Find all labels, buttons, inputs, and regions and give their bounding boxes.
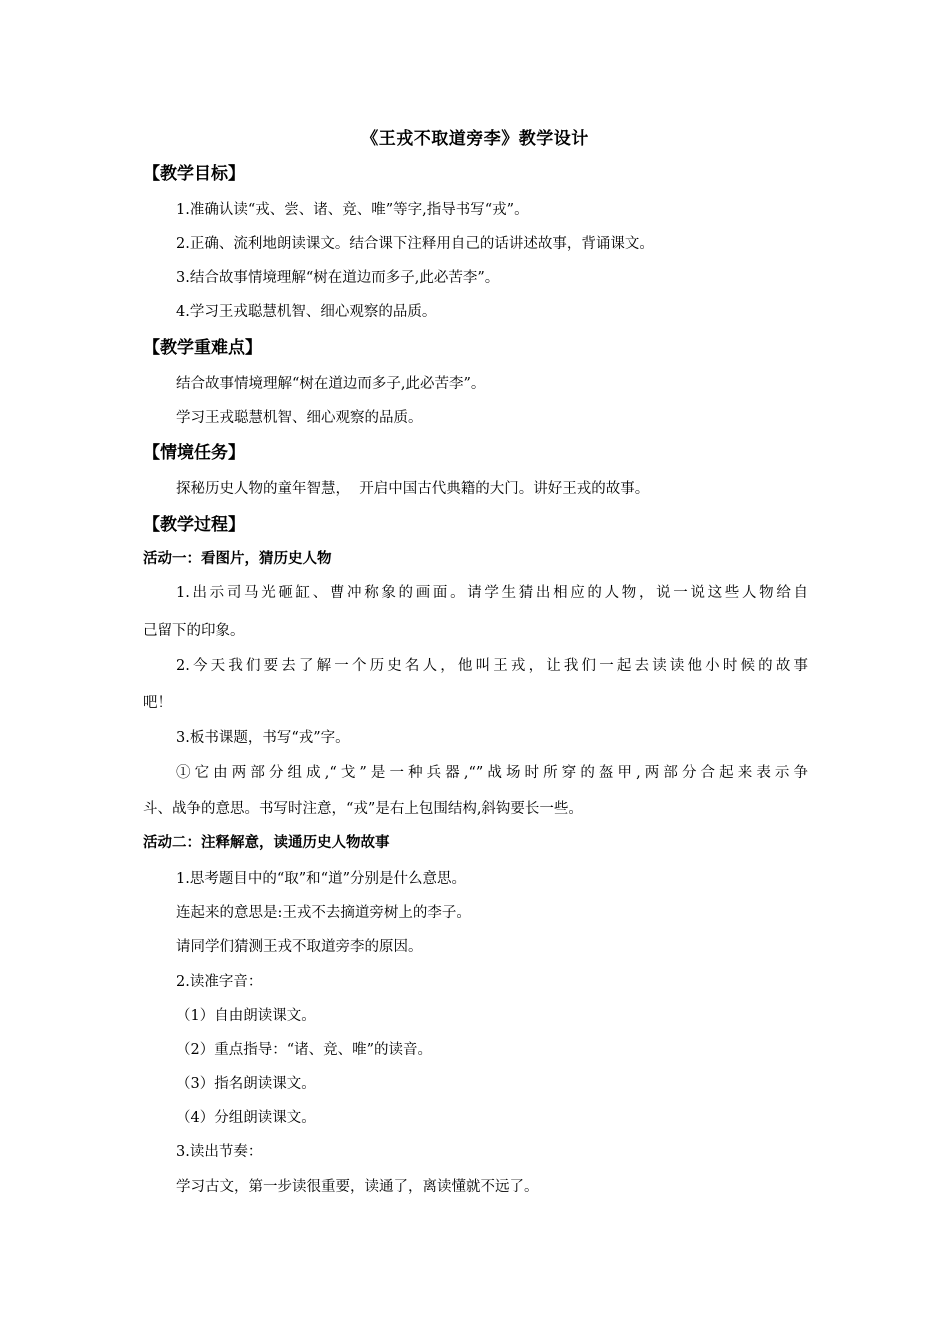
paragraph-line: 2.今天我们要去了解一个历史名人，他叫王戎，让我们一起去读读他小时候的故事 [176,658,808,674]
activity-title: 活动二：注释解意，读通历史人物故事 [143,835,390,851]
key-point-item: 学习王戎聪慧机智、细心观察的品质。 [176,410,423,426]
section-heading-key-points: 【教学重难点】 [143,338,262,358]
goal-item: 2.正确、流利地朗读课文。结合课下注释用自己的话讲述故事，背诵课文。 [176,236,654,252]
goal-item: 1.准确认读“戎、尝、诸、竞、唯”等字,指导书写“戎”。 [176,202,529,218]
paragraph-line: （1）自由朗读课文。 [176,1008,316,1024]
paragraph-line: 1.出示司马光砸缸、曹冲称象的画面。请学生猜出相应的人物，说一说这些人物给自 [176,585,808,601]
document-title: 《王戎不取道旁李》教学设计 [361,129,589,149]
paragraph-line: 2.读准字音： [176,974,263,990]
paragraph-line: 斗、战争的意思。书写时注意，“戎”是右上包围结构,斜钩要长一些。 [143,801,583,817]
activity-title: 活动一：看图片，猜历史人物 [143,551,332,567]
paragraph-line: （3）指名朗读课文。 [176,1076,316,1092]
key-point-item: 结合故事情境理解“树在道边而多子,此必苦李”。 [176,376,486,392]
paragraph-line: ①它由两部分组成,“戈”是一种兵器,“”战场时所穿的盔甲,两部分合起来表示争 [176,765,808,781]
paragraph-line: 1.思考题目中的“取”和“道”分别是什么意思。 [176,871,466,887]
goal-item: 4.学习王戎聪慧机智、细心观察的品质。 [176,304,437,320]
paragraph-line: （2）重点指导：“诸、竞、唯”的读音。 [176,1042,433,1058]
paragraph-line: （4）分组朗读课文。 [176,1110,316,1126]
paragraph-line: 学习古文，第一步读很重要，读通了，离读懂就不远了。 [176,1179,539,1195]
section-heading-goals: 【教学目标】 [143,164,245,184]
section-heading-process: 【教学过程】 [143,515,245,535]
goal-item: 3.结合故事情境理解“树在道边而多子,此必苦李”。 [176,270,500,286]
task-item: 探秘历史人物的童年智慧， 开启中国古代典籍的大门。讲好王戎的故事。 [176,481,650,497]
section-heading-task: 【情境任务】 [143,443,245,463]
paragraph-line: 请同学们猜测王戎不取道旁李的原因。 [176,939,423,955]
paragraph-line: 3.读出节奏： [176,1144,263,1160]
paragraph-line: 己留下的印象。 [143,623,245,639]
paragraph-line: 连起来的意思是:王戎不去摘道旁树上的李子。 [176,905,471,921]
paragraph-line: 吧！ [143,695,172,711]
paragraph-line: 3.板书课题，书写“戎”字。 [176,730,350,746]
